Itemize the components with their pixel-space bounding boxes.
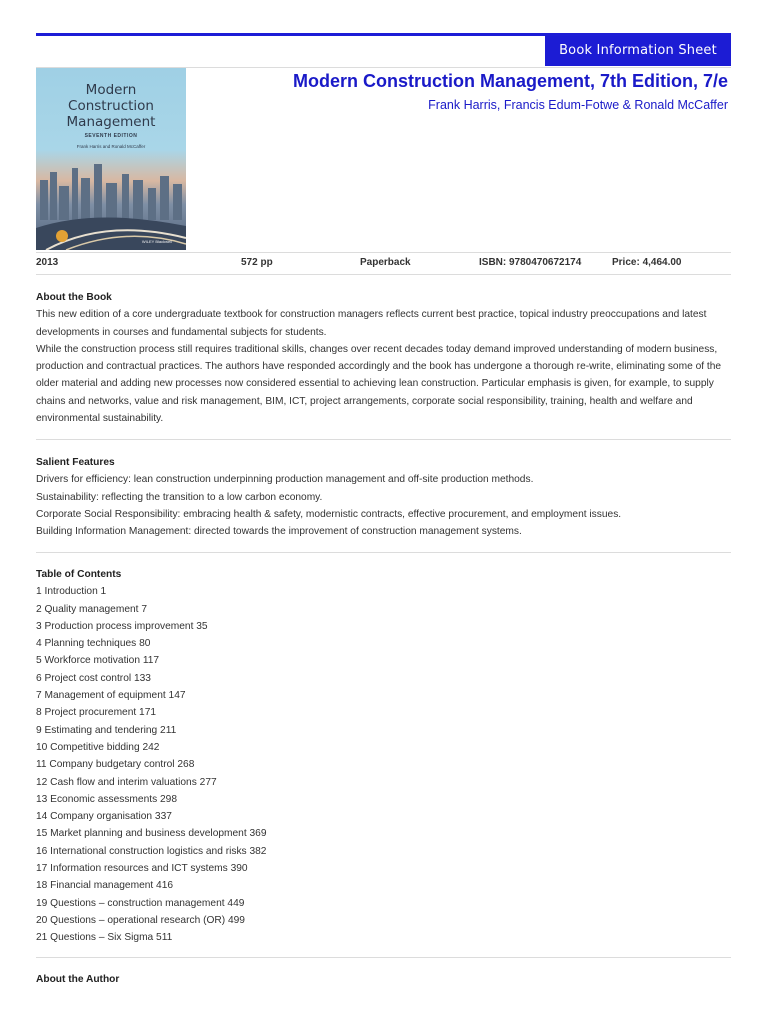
cover-title: Modern Construction Management	[66, 82, 156, 130]
toc-item: 5 Workforce motivation 117	[36, 655, 160, 667]
toc-item: 6 Project cost control 133	[36, 672, 151, 684]
toc-item: 14 Company organisation 337	[36, 811, 172, 823]
toc-item: 4 Planning techniques 80	[36, 638, 151, 650]
features-heading: Salient Features	[36, 457, 115, 468]
about-book-paragraph: While the construction process still requires traditional skills, changes over recent decades today demand improved understanding of modern business, production and contractual practices. The authors have responded accordingly and the book has undergone a thorough re-write, eliminating some of the older material and adding new processes now considered essential to achieving lean construction. Particular emphasis is given, for example, to supply chains and networks, value and risk management, BIM, ICT, project arrangements, corporate social responsibility, training, health and welfare and environmental sustainability.	[36, 343, 722, 425]
toc-item: 12 Cash flow and interim valuations 277	[36, 776, 217, 788]
toc-item: 18 Financial management 416	[36, 880, 174, 892]
toc-item: 16 International construction logistics and risks 382	[36, 845, 267, 857]
cover-edition: SEVENTH EDITION	[84, 133, 138, 139]
about-book-paragraph: This new edition of a core undergraduate textbook for construction managers reflects current best practice, topical industry preoccupations and latest developments in courses and fundamental subjects for students.	[36, 309, 707, 338]
toc-item: 20 Questions – operational research (OR) 499	[36, 914, 245, 926]
feature-item: Corporate Social Responsibility: embracing health & safety, modernistic contracts, effective procurement, and employment issues.	[36, 508, 622, 520]
toc-heading: Table of Contents	[36, 569, 122, 580]
about-book-section	[36, 289, 731, 427]
book-authors: Frank Harris, Francis Edum-Fotwe & Ronald McCaffer	[428, 98, 728, 112]
toc-item: 13 Economic assessments 298	[36, 793, 177, 805]
feature-item: Sustainability: reflecting the transition to a low carbon economy.	[36, 491, 323, 503]
features-section	[36, 454, 731, 540]
toc-item: 19 Questions – construction management 449	[36, 897, 245, 909]
meta-bottom-divider	[36, 274, 731, 275]
about-book-heading: About the Book	[36, 292, 112, 303]
meta-pages: 572 pp	[241, 257, 273, 268]
toc-item: 10 Competitive bidding 242	[36, 741, 160, 753]
section-divider	[36, 439, 731, 440]
section-divider	[36, 957, 731, 958]
meta-format: Paperback	[360, 257, 411, 268]
toc-item: 3 Production process improvement 35	[36, 620, 208, 632]
meta-year: 2013	[36, 257, 59, 268]
book-cover-image	[36, 68, 186, 250]
about-author-heading: About the Author	[36, 974, 120, 985]
meta-top-divider	[36, 252, 731, 253]
cover-publisher-logo: WILEY Blackwell	[141, 239, 172, 244]
toc-section	[36, 566, 731, 947]
cover-cityscape	[36, 68, 186, 250]
toc-item: 1 Introduction 1	[36, 586, 107, 598]
toc-item: 7 Management of equipment 147	[36, 690, 186, 702]
toc-item: 9 Estimating and tendering 211	[36, 724, 177, 736]
toc-list	[36, 583, 731, 946]
feature-item: Building Information Management: directed towards the improvement of construction management systems.	[36, 526, 522, 538]
book-title: Modern Construction Management, 7th Edition, 7/e	[292, 71, 728, 91]
about-author-section	[36, 971, 731, 988]
toc-item: 15 Market planning and business development 369	[36, 828, 267, 840]
sheet-label: Book Information Sheet	[545, 36, 731, 66]
toc-item: 8 Project procurement 171	[36, 707, 157, 719]
meta-isbn: ISBN: 9780470672174	[479, 257, 582, 268]
feature-item: Drivers for efficiency: lean construction underpinning production management and off-site production methods.	[36, 474, 534, 486]
toc-item: 21 Questions – Six Sigma 511	[36, 932, 173, 944]
meta-price: Price: 4,464.00	[612, 257, 682, 268]
cover-authors: Frank Harris and Ronald McCaffer	[76, 144, 146, 149]
section-divider	[36, 552, 731, 553]
toc-item: 2 Quality management 7	[36, 603, 147, 615]
toc-item: 17 Information resources and ICT systems 390	[36, 863, 248, 875]
toc-item: 11 Company budgetary control 268	[36, 759, 195, 771]
